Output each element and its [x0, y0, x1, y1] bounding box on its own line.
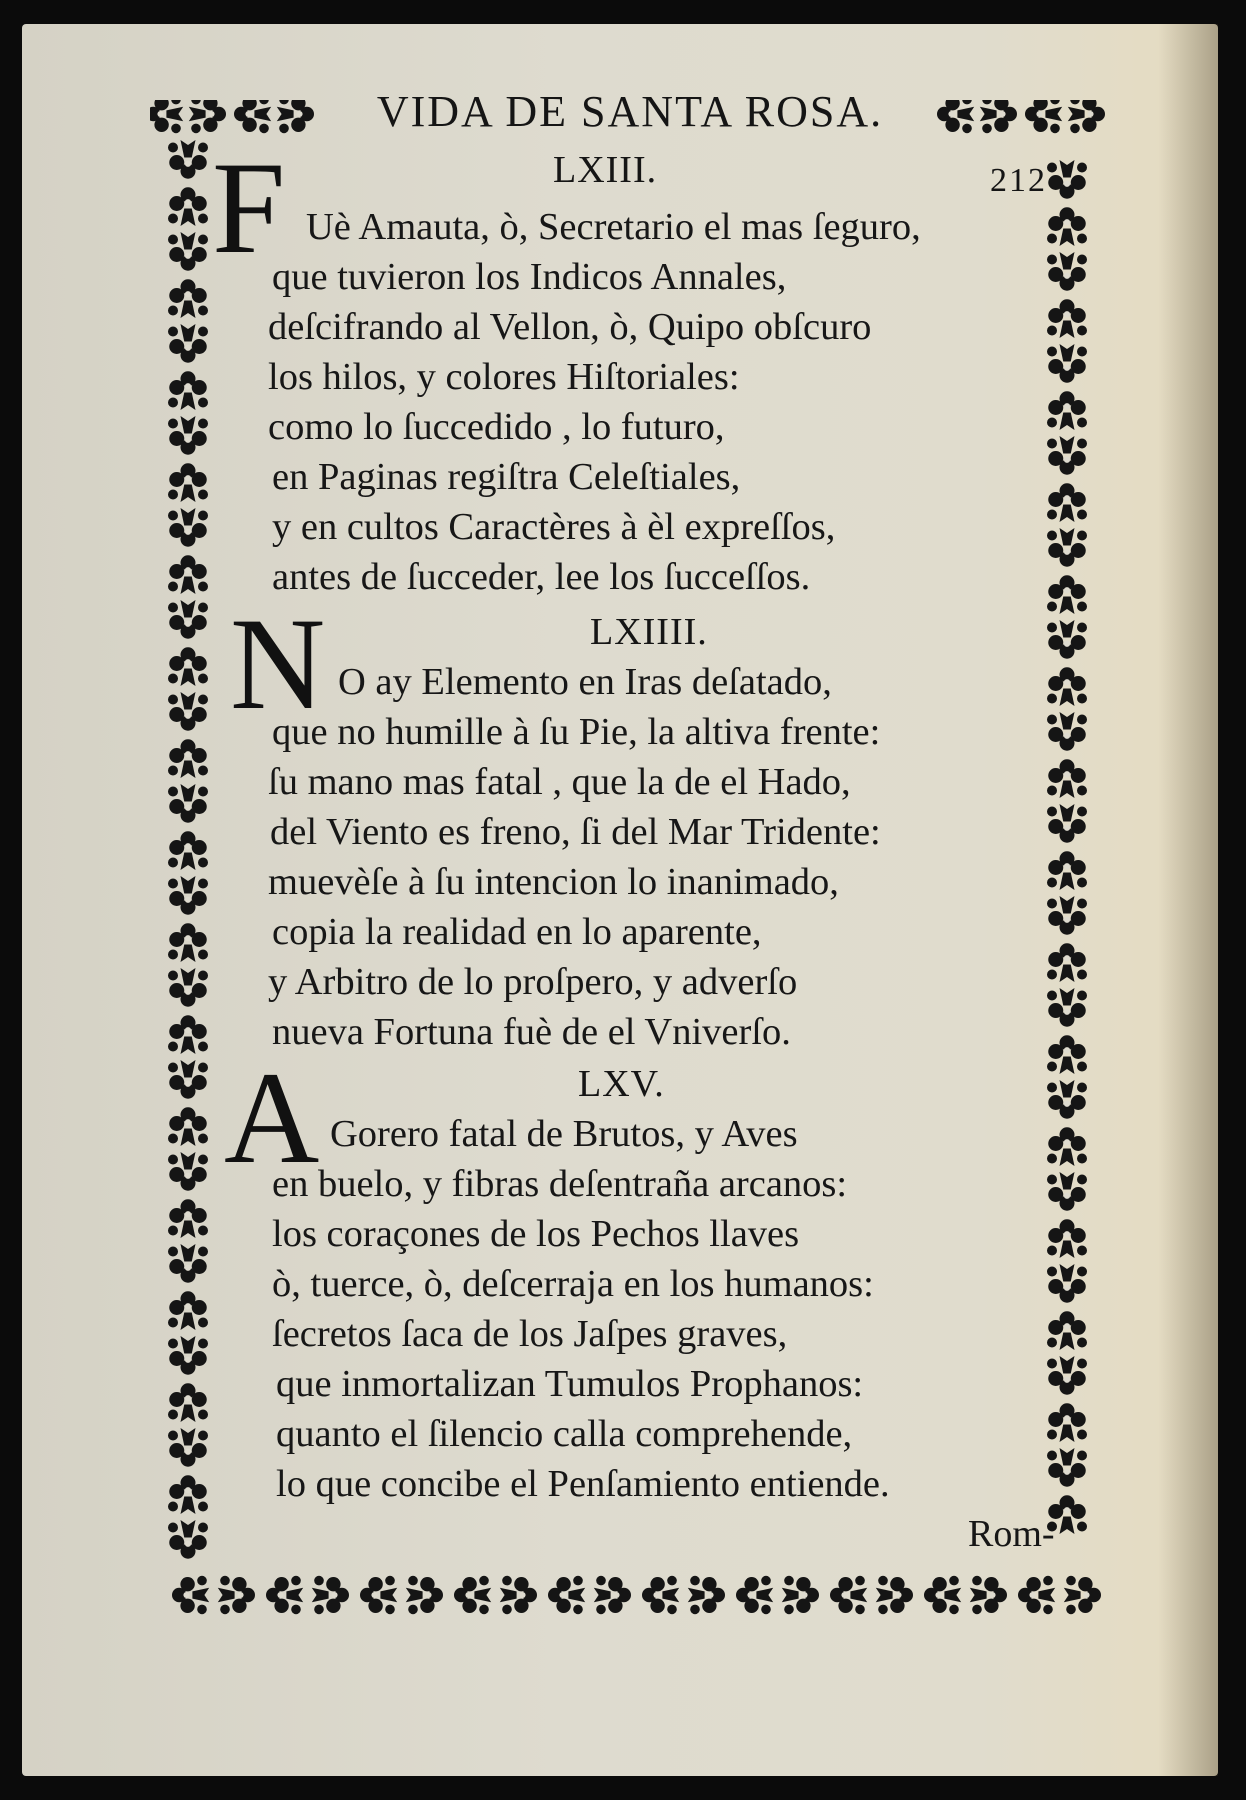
verse-line: que inmortalizan Tumulos Prophanos: — [276, 1363, 864, 1405]
fleuron-ornament — [168, 555, 208, 594]
fleuron-ornament — [1047, 1311, 1087, 1350]
fleuron-ornament — [1047, 988, 1087, 1027]
fleuron-ornament — [1047, 1127, 1087, 1166]
fleuron-ornament — [830, 1576, 867, 1614]
fleuron-ornament — [168, 1107, 208, 1146]
verse-line: y en cultos Caractères à èl expreſſos, — [272, 506, 836, 548]
fleuron-ornament — [168, 1244, 208, 1283]
drop-cap: N — [230, 590, 326, 737]
verse-line: copia la realidad en lo aparente, — [272, 911, 762, 953]
fleuron-ornament — [594, 1576, 631, 1614]
verse-line: nueva Fortuna fuè de el Vniverſo. — [272, 1011, 791, 1053]
fleuron-ornament — [1047, 712, 1087, 751]
fleuron-ornament — [168, 1152, 208, 1191]
verse-line: los coraçones de los Pechos llaves — [272, 1213, 800, 1255]
fleuron-ornament — [168, 1336, 208, 1375]
fleuron-ornament — [1047, 620, 1087, 659]
fleuron-ornament — [172, 1576, 209, 1614]
fleuron-ornament — [266, 1576, 303, 1614]
fleuron-ornament — [1047, 1035, 1087, 1074]
fleuron-ornament — [924, 1576, 961, 1614]
fleuron-ornament — [1064, 1576, 1101, 1614]
fleuron-ornament — [168, 739, 208, 778]
fleuron-ornament — [168, 1060, 208, 1099]
fleuron-ornament — [1047, 252, 1087, 291]
fleuron-ornament — [1047, 528, 1087, 567]
stanza-numeral: LXV. — [578, 1063, 665, 1105]
fleuron-ornament — [168, 600, 208, 639]
fleuron-ornament — [277, 100, 314, 133]
running-head: VIDA DE SANTA ROSA. — [376, 87, 884, 136]
fleuron-ornament — [1047, 207, 1087, 246]
fleuron-ornament — [1047, 299, 1087, 338]
verse-line: antes de ſucceder, lee los ſucceſſos. — [272, 556, 811, 598]
drop-cap: F — [212, 134, 286, 281]
verse-line: como lo ſuccedido , lo futuro, — [268, 406, 725, 448]
fleuron-ornament — [406, 1576, 443, 1614]
fleuron-ornament — [234, 100, 271, 133]
verse-line: los hilos, y colores Hiſtoriales: — [268, 356, 740, 398]
verse-line: Uè Amauta, ò, Secretario el mas ſeguro, — [306, 206, 921, 248]
fleuron-ornament — [782, 1576, 819, 1614]
fleuron-ornament — [736, 1576, 773, 1614]
fleuron-ornament — [642, 1576, 679, 1614]
fleuron-ornament — [1047, 391, 1087, 430]
verse-line: ò, tuerce, ò, deſcerraja en los humanos: — [272, 1263, 874, 1305]
stanza-numeral: LXIII. — [553, 149, 658, 191]
fleuron-ornament — [1047, 483, 1087, 522]
verse-line: lo que concibe el Penſamiento entiende. — [276, 1463, 890, 1505]
fleuron-ornament — [168, 279, 208, 318]
fleuron-ornament — [168, 463, 208, 502]
fleuron-ornament — [168, 1199, 208, 1238]
page-number: 212 — [990, 162, 1047, 199]
fleuron-ornament — [1025, 100, 1062, 133]
fleuron-ornament — [168, 416, 208, 455]
fleuron-ornament — [168, 1428, 208, 1467]
verse-line: Gorero fatal de Brutos, y Aves — [330, 1113, 798, 1155]
fleuron-ornament — [1047, 1356, 1087, 1395]
fleuron-ornament — [1047, 943, 1087, 982]
fleuron-ornament — [168, 831, 208, 870]
verse-line: en buelo, y fibras deſentraña arcanos: — [272, 1163, 848, 1205]
verse-line: en Paginas regiſtra Celeſtiales, — [272, 456, 741, 498]
verse-line: que no humille à ſu Pie, la altiva frente: — [272, 711, 881, 753]
fleuron-ornament — [360, 1576, 397, 1614]
fleuron-ornament — [1047, 1219, 1087, 1258]
catchword: Rom- — [968, 1513, 1055, 1555]
fleuron-ornament — [1047, 667, 1087, 706]
fleuron-ornament — [168, 508, 208, 547]
fleuron-ornament — [1047, 896, 1087, 935]
fleuron-ornament — [168, 1520, 208, 1559]
fleuron-ornament — [1047, 1448, 1087, 1487]
verse-line: ſu mano mas fatal , que la de el Hado, — [268, 761, 851, 803]
fleuron-ornament — [1068, 100, 1105, 133]
fleuron-ornament — [1047, 344, 1087, 383]
fleuron-ornament — [168, 968, 208, 1007]
fleuron-ornament — [500, 1576, 537, 1614]
fleuron-ornament — [1047, 759, 1087, 798]
fleuron-ornament — [168, 324, 208, 363]
verse-line: y Arbitro de lo proſpero, y adverſo — [268, 961, 798, 1003]
fleuron-ornament — [312, 1576, 349, 1614]
verse-line: muevèſe à ſu intencion lo inanimado, — [268, 861, 839, 903]
fleuron-ornament — [168, 923, 208, 962]
fleuron-ornament — [168, 187, 208, 226]
fleuron-ornament — [168, 1291, 208, 1330]
fleuron-ornament — [168, 1383, 208, 1422]
fleuron-ornament — [1047, 575, 1087, 614]
fleuron-ornament — [218, 1576, 255, 1614]
fleuron-ornament — [1047, 851, 1087, 890]
fleuron-ornament — [1047, 1403, 1087, 1442]
fleuron-ornament — [1047, 1172, 1087, 1211]
verse-line: ſecretos ſaca de los Jaſpes graves, — [272, 1313, 788, 1355]
fleuron-ornament — [980, 100, 1017, 133]
fleuron-ornament — [150, 100, 183, 133]
verse-line: quanto el ſilencio calla comprehende, — [276, 1413, 853, 1455]
verse-line: del Viento es freno, ſi del Mar Tridente: — [270, 811, 881, 853]
fleuron-ornament — [688, 1576, 725, 1614]
fleuron-ornament — [970, 1576, 1007, 1614]
fleuron-ornament — [937, 100, 974, 133]
fleuron-ornament — [1047, 160, 1087, 199]
fleuron-ornament — [168, 876, 208, 915]
fleuron-ornament — [168, 232, 208, 271]
drop-cap: A — [224, 1044, 320, 1191]
fleuron-ornament — [168, 1475, 208, 1514]
fleuron-ornament — [1047, 1080, 1087, 1119]
fleuron-ornament — [168, 371, 208, 410]
fleuron-ornament — [168, 692, 208, 731]
verse-line: O ay Elemento en Iras deſatado, — [338, 661, 832, 703]
fleuron-ornament — [1047, 436, 1087, 475]
fleuron-ornament — [168, 784, 208, 823]
fleuron-ornament — [168, 1015, 208, 1054]
fleuron-ornament — [168, 647, 208, 686]
fleuron-ornament — [876, 1576, 913, 1614]
fleuron-ornament — [548, 1576, 585, 1614]
verse-line: deſcifrando al Vellon, ò, Quipo obſcuro — [268, 306, 872, 348]
fleuron-ornament — [168, 140, 208, 179]
fleuron-ornament — [1018, 1576, 1055, 1614]
fleuron-ornament — [1047, 804, 1087, 843]
fleuron-ornament — [1047, 1264, 1087, 1303]
fleuron-ornament — [454, 1576, 491, 1614]
fleuron-ornament — [189, 100, 226, 133]
verse-line: que tuvieron los Indicos Annales, — [272, 256, 787, 298]
stanza-numeral: LXIIII. — [590, 611, 708, 653]
